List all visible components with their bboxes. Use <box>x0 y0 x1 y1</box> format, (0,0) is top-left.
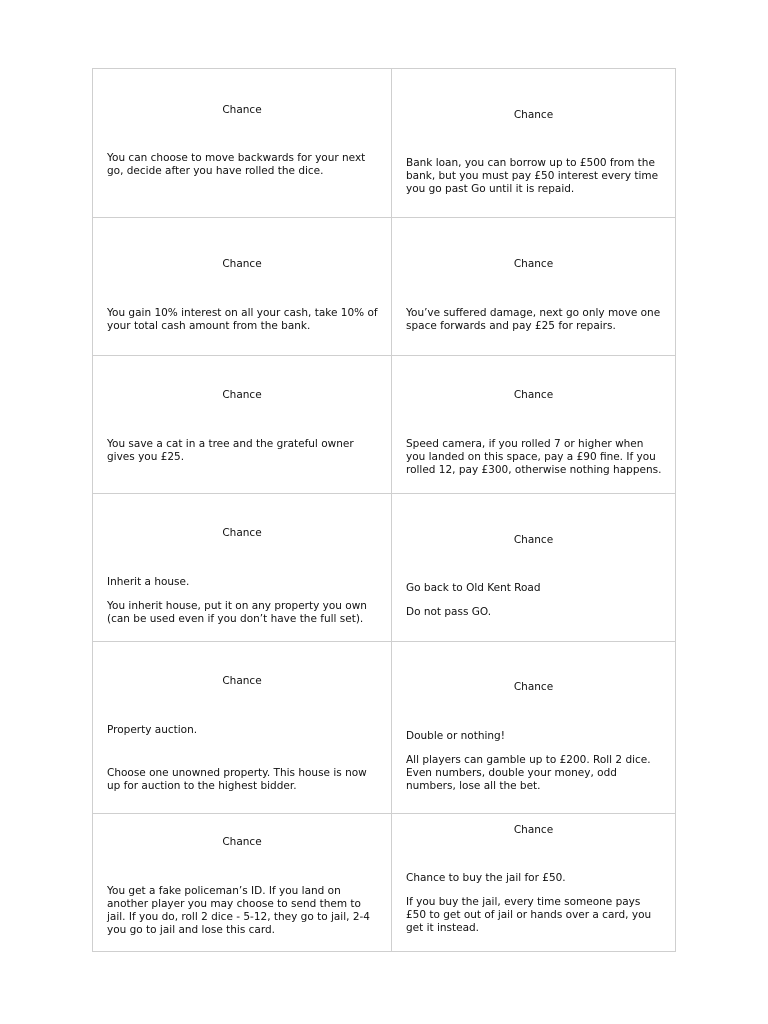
card-title: Chance <box>222 258 262 270</box>
card-text: You can choose to move backwards for your next go, decide after you have rolled the dice. <box>107 152 366 177</box>
card-text: You save a cat in a tree and the grateful owner gives you £25. <box>107 438 354 463</box>
card-text: Speed camera, if you rolled 7 or higher when you landed on this space, pay a £90 fine. If you rolled 12, pay £300, otherwise nothing happens. <box>406 438 662 476</box>
card-body <box>406 872 663 935</box>
card-text: Property auction. <box>107 724 198 736</box>
card-title: Chance <box>513 824 554 836</box>
card-title: Chance <box>513 534 554 546</box>
card-text: You gain 10% interest on all your cash, take 10% of your total cash amount from the bank. <box>107 307 378 332</box>
card-text: Choose one unowned property. This house is now up for auction to the highest bidder. <box>107 767 367 792</box>
card-body <box>406 157 663 196</box>
card-text: Go back to Old Kent Road <box>406 582 541 594</box>
chance-card <box>392 814 675 951</box>
card-title: Chance <box>222 527 262 539</box>
card-text: Inherit a house. <box>107 576 190 588</box>
chance-card <box>392 356 675 493</box>
card-text: Bank loan, you can borrow up to £500 from the bank, but you must pay £50 interest every time you go past Go until it is repaid. <box>406 157 659 195</box>
card-body <box>406 307 663 333</box>
card-title: Chance <box>222 836 262 848</box>
chance-card <box>392 494 675 641</box>
card-text: You inherit house, put it on any property you own (can be used even if you don’t have the full set). <box>107 600 367 625</box>
card-title: Chance <box>513 258 554 270</box>
chance-card-sheet <box>92 68 676 952</box>
card-title: Chance <box>222 104 262 116</box>
card-body <box>107 152 379 178</box>
chance-card <box>93 356 391 493</box>
card-text: Do not pass GO. <box>406 606 492 618</box>
card-text: All players can gamble up to £200. Roll 2 dice. Even numbers, double your money, odd numbers, lose all the bet. <box>406 754 651 792</box>
card-body <box>107 885 379 937</box>
card-title: Chance <box>513 389 554 401</box>
chance-card <box>392 642 675 813</box>
card-title: Chance <box>222 389 262 401</box>
card-text: Chance to buy the jail for £50. <box>406 872 566 884</box>
card-text: You’ve suffered damage, next go only move one space forwards and pay £25 for repairs. <box>406 307 661 332</box>
card-body <box>406 730 663 793</box>
card-body <box>107 576 379 626</box>
chance-card <box>93 69 391 217</box>
card-text: If you buy the jail, every time someone pays £50 to get out of jail or hands over a card, you get it instead. <box>406 896 652 934</box>
chance-card <box>93 494 391 641</box>
card-body <box>107 307 379 333</box>
card-body <box>107 724 379 793</box>
chance-card <box>93 218 391 355</box>
chance-card <box>392 69 675 217</box>
chance-card <box>93 814 391 951</box>
card-body <box>406 582 663 619</box>
card-title: Chance <box>513 109 554 121</box>
card-text: Double or nothing! <box>406 730 505 742</box>
card-text: You get a fake policeman’s ID. If you land on another player you may choose to send them to jail. If you do, roll 2 dice - 5-12, they go to jail, 2-4 you go to jail and lose this card. <box>107 885 370 936</box>
card-title: Chance <box>513 681 554 693</box>
chance-card <box>392 218 675 355</box>
card-title: Chance <box>222 675 262 687</box>
chance-card <box>93 642 391 813</box>
card-body <box>406 438 663 477</box>
card-body <box>107 438 379 464</box>
